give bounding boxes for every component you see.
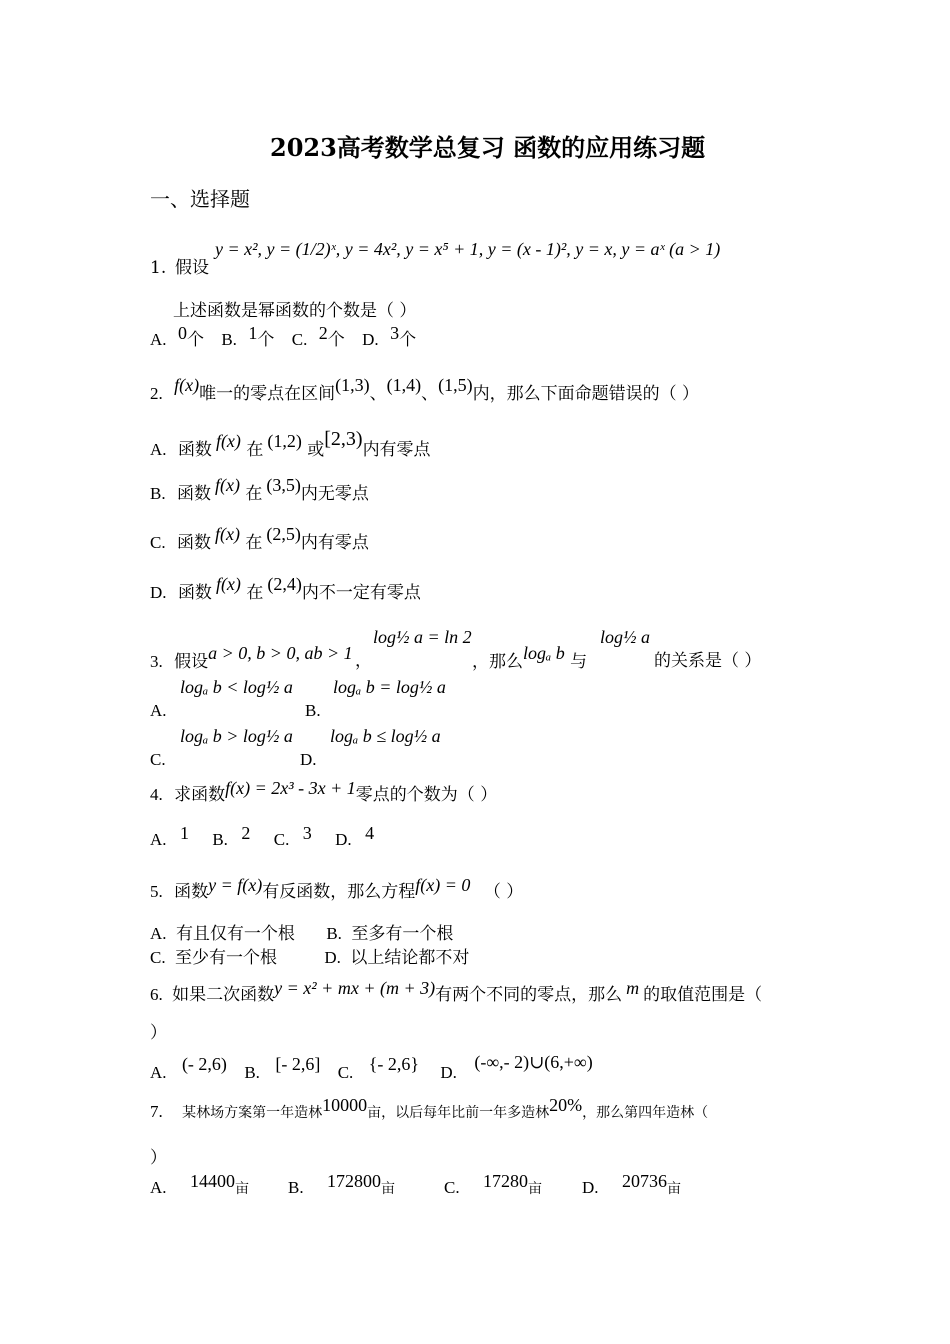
options-row: A. 1 B. 2 C. 3 D. 4 [150,823,375,849]
option-c: C. 函数 f(x) 在 (2,5)内有零点 [150,524,369,553]
option-label: D. [300,750,317,769]
question-stem: 上述函数是幂函数的个数是（ ） [173,301,417,321]
page-title: 2023高考数学总复习 函数的应用练习题 [270,133,706,162]
question-3: 3. 假设a > 0, b > 0, ab > 1 [150,643,353,672]
formula: log½ a = ln 2 [373,627,472,647]
section-heading: 一、选择题 [150,187,250,211]
option-label: C. [150,750,166,769]
question-text: ） [150,1148,167,1168]
question-7: 7. 某林场方案第一年造林10000亩，以后每年比前一年多造林20%，那么第四年造林（ [150,1095,709,1121]
option-d: D. 20736亩 [582,1171,681,1197]
question-6: 6. 如果二次函数y = x² + mx + (m + 3)有两个不同的零点，那么 m 的取值范围是（ [150,978,763,1005]
question-2: 2. f(x)唯一的零点在区间(1,3)、(1,4)、(1,5)内，那么下面命题错误的（ ） [150,375,700,404]
options-row: C. 至少有一个根 D. 以上结论都不对 [150,948,470,968]
option-d: D. 函数 f(x) 在 (2,4)内不一定有零点 [150,574,421,603]
question-text: ） [150,1023,167,1043]
options-row: A. (- 2,6) B. [- 2,6] C. {- 2,6} D. (-∞,- 2)∪(6,+∞) [150,1052,593,1082]
question-text: 假设 [175,258,209,278]
question-number: 1. [150,258,167,278]
question-5: 5. 函数y = f(x)有反函数，那么方程f(x) = 0 （ ） [150,875,524,902]
options-row: A. 0个 B. 1个 C. 2个 D. 3个 [150,323,417,350]
formula: log½ a [600,627,651,647]
options-row: A. 有且仅有一个根 B. 至多有一个根 [150,924,454,944]
formula: logₐ b = log½ a [333,677,446,697]
option-label: B. [305,701,321,720]
option-b: B. 172800亩 [288,1171,395,1197]
option-c: C. 17280亩 [444,1171,542,1197]
formula: y = x², y = (1/2)ˣ, y = 4x², y = x⁵ + 1, y = (x - 1)², y = x, y = aˣ (a > 1) [215,239,721,259]
question-text: 的关系是（ ） [654,651,762,671]
option-label: A. [150,701,167,720]
option-b: B. 函数 f(x) 在 (3,5)内无零点 [150,475,369,504]
question-text: ， [355,651,372,671]
question-4: 4. 求函数f(x) = 2x³ - 3x + 1零点的个数为（ ） [150,778,498,805]
option-a: A. 14400亩 [150,1171,249,1197]
option-a: A. 函数 f(x) 在 (1,2) 或[2,3)内有零点 [150,428,431,460]
formula: logₐ b ≤ log½ a [330,726,441,746]
question-text: ，那么logₐ b 与 [472,643,588,672]
formula: logₐ b < log½ a [180,677,293,697]
formula: logₐ b > log½ a [180,726,293,746]
